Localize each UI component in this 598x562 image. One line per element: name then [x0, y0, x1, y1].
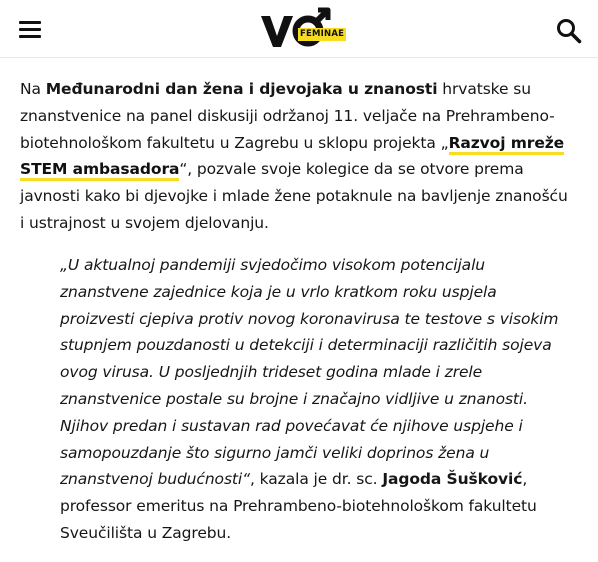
quote-paragraph: „U aktualnoj pandemiji svjedočimo visokom potencijalu znanstvene zajednice koja je u vrlo kratkom roku uspjela proizvesti cjepiva protiv novog koronavirusa te testove s visokim stupnjem pouzdanosti u detekciji i determinaciji različitih sojeva ovog virusa. U posljednjih trideset godina mlade i zrele znanstvenice postale su brojne i značajno vidljive u znanosti. Njihov predan i sustavan rad povećavat će njihove uspjehe i samopouzdanje što sigurno jamči veliki doprinos žena u znanstvenoj budućnosti“, kazala je dr. sc. Jagoda Šušković, professor emeritus na Prehrambeno-biotehnološkom fakultetu Sveučilišta u Zagrebu. [60, 256, 559, 542]
quote-text: „U aktualnoj pandemiji svjedočimo visokom potencijalu znanstvene zajednice koja je u vrlo kratkom roku uspjela proizvesti cjepiva protiv novog koronavirusa te testove s visokim stupnjem pouzdanosti u detekciji i determinaciji različitih sojeva ovog virusa. U posljednjih trideset godina mlade i zrele znanstvenice postale su brojne i značajno vidljive u znanosti. Njihov predan i sustavan rad povećavat će njihove uspjehe i samopouzdanje što sigurno jamči veliki doprinos žena u znanstvenoj budućnosti“ [60, 256, 559, 489]
intro-paragraph: Na Međunarodni dan žena i djevojaka u znanosti hrvatske su znanstvenice na panel diskusiji održanoj 11. veljače na Prehrambeno-biotehnološkom fakultetu u Zagrebu u sklopu projekta „Razvoj mreže STEM ambasadora“, pozvale svoje kolegice da se otvore prema javnosti kako bi djevojke i mlade žene potaknule na bavljenje znanošću i ustrajnost u svojem djelovanju. [20, 80, 568, 232]
event-name: Međunarodni dan žena i djevojaka u znanosti [45, 80, 438, 98]
quoted-person: Jagoda Šušković [382, 470, 523, 489]
site-logo[interactable] [258, 4, 344, 52]
project-link[interactable]: Razvoj mreže STEM ambasadora [20, 134, 564, 182]
article-body [20, 76, 576, 237]
hamburger-menu-icon[interactable] [18, 18, 44, 40]
search-icon[interactable] [555, 17, 583, 45]
site-header [0, 0, 598, 58]
logo-wordmark: FEMINAE [300, 29, 345, 39]
